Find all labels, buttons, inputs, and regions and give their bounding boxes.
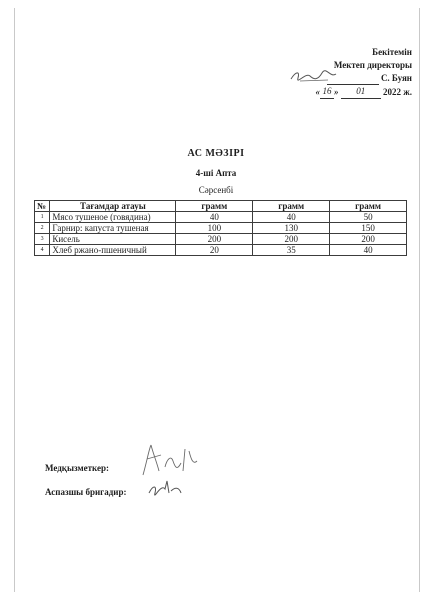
table-row bbox=[35, 234, 407, 245]
portion-2: 130 bbox=[253, 223, 330, 234]
table-row bbox=[35, 212, 407, 223]
table-row bbox=[35, 245, 407, 256]
row-number: 4 bbox=[35, 245, 50, 256]
chef-label: Аспазшы бригадир: bbox=[45, 487, 127, 497]
director-name: С. Буян bbox=[380, 73, 412, 83]
date-day: 16 bbox=[320, 85, 334, 99]
director-signature-icon bbox=[288, 68, 340, 84]
column-header-number: № bbox=[35, 201, 50, 212]
dish-name: Мясо тушеное (говядина) bbox=[50, 212, 176, 223]
column-header-dish: Тағамдар атауы bbox=[50, 201, 176, 212]
week-label: 4-ші Апта bbox=[195, 168, 237, 178]
dish-name: Гарнир: капуста тушеная bbox=[50, 223, 176, 234]
signature-blank bbox=[327, 84, 379, 85]
table-header-row bbox=[35, 201, 407, 212]
portion-1: 200 bbox=[176, 234, 253, 245]
chef-signature-icon bbox=[145, 477, 185, 499]
nurse-label: Медқызметкер: bbox=[45, 463, 110, 473]
portion-3: 40 bbox=[330, 245, 407, 256]
portion-1: 40 bbox=[176, 212, 253, 223]
dish-name: Кисель bbox=[50, 234, 176, 245]
portion-2: 35 bbox=[253, 245, 330, 256]
portion-2: 200 bbox=[253, 234, 330, 245]
portion-3: 200 bbox=[330, 234, 407, 245]
portion-3: 50 bbox=[330, 212, 407, 223]
day-label: Сәрсенбі bbox=[198, 185, 234, 195]
menu-title: АС МӘЗІРІ bbox=[187, 148, 245, 159]
approval-block bbox=[222, 46, 412, 99]
date-year: 2022 ж. bbox=[382, 87, 412, 97]
table-row bbox=[35, 223, 407, 234]
portion-2: 40 bbox=[253, 212, 330, 223]
director-signature-row bbox=[222, 72, 412, 85]
portion-3: 150 bbox=[330, 223, 407, 234]
menu-table bbox=[34, 200, 407, 256]
dish-name: Хлеб ржано-пшеничный bbox=[50, 245, 176, 256]
column-header-gram-2: грамм bbox=[253, 201, 330, 212]
row-number: 3 bbox=[35, 234, 50, 245]
chef-signature-row bbox=[45, 487, 126, 497]
approval-heading: Бекітемін bbox=[372, 47, 412, 57]
nurse-signature-row bbox=[45, 463, 109, 473]
column-header-gram-1: грамм bbox=[176, 201, 253, 212]
row-number: 1 bbox=[35, 212, 50, 223]
portion-1: 20 bbox=[176, 245, 253, 256]
column-header-gram-3: грамм bbox=[330, 201, 407, 212]
approval-position: Мектеп директоры bbox=[333, 60, 412, 70]
row-number: 2 bbox=[35, 223, 50, 234]
approval-date-row: « 16 » 01 2022 ж. bbox=[315, 86, 412, 97]
portion-1: 100 bbox=[176, 223, 253, 234]
date-month: 01 bbox=[341, 85, 381, 99]
nurse-signature-icon bbox=[137, 441, 207, 477]
